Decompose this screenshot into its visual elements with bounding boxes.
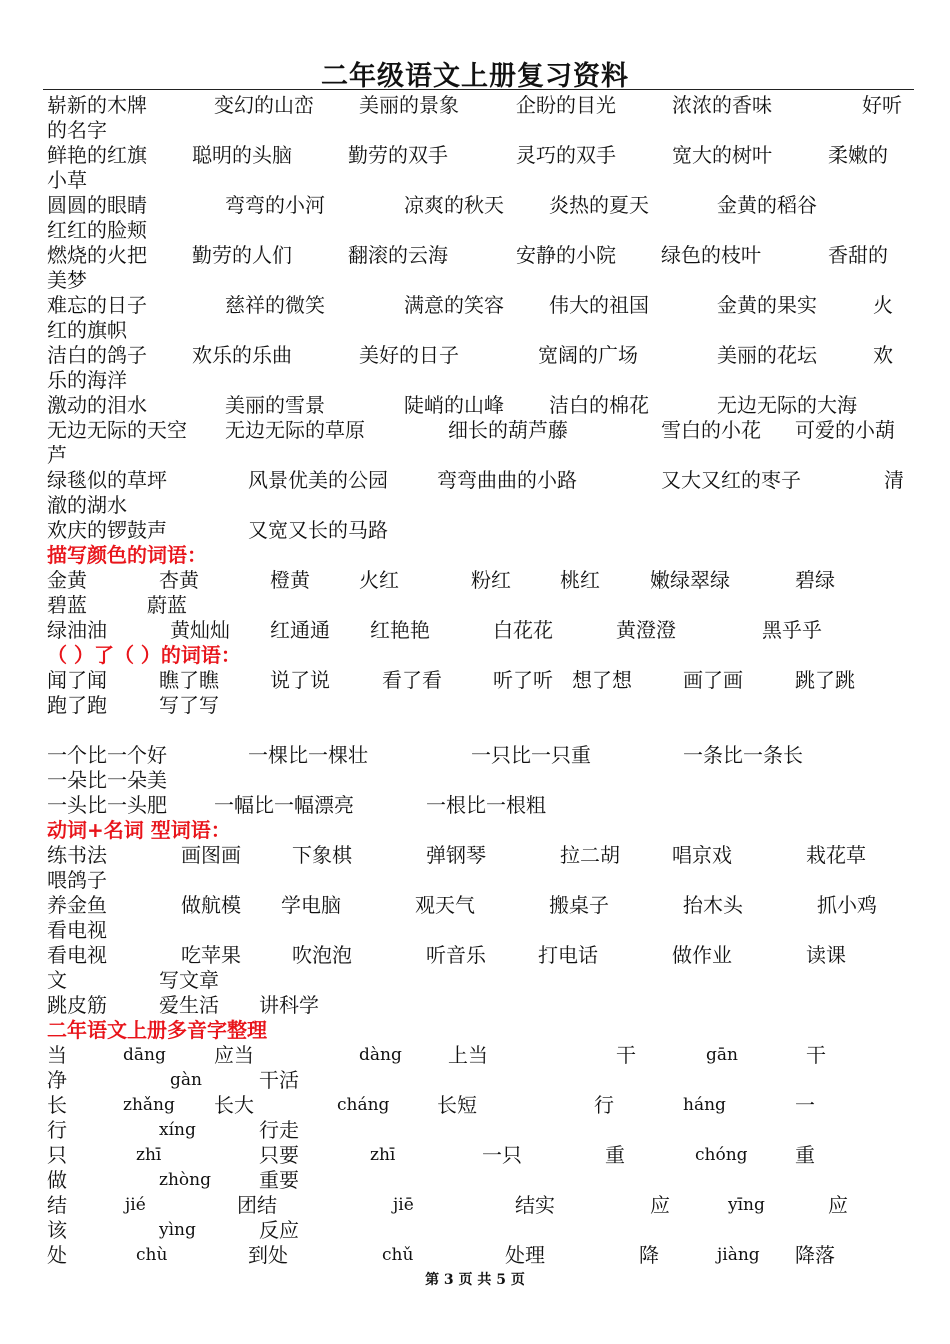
phrase: 伟大的祖国 bbox=[549, 293, 649, 317]
phrase: 无边无际的大海 bbox=[717, 393, 857, 417]
phrase: 写文章 bbox=[159, 968, 219, 992]
phrase: 美梦 bbox=[47, 268, 87, 292]
phrase: 绿油油 bbox=[47, 618, 107, 642]
character: 当 bbox=[47, 1043, 67, 1067]
phrase: 小草 bbox=[47, 168, 87, 192]
phrase: 又大又红的枣子 bbox=[661, 468, 801, 492]
phrase: 金黄 bbox=[47, 568, 87, 592]
phrase: 企盼的目光 bbox=[516, 93, 616, 117]
phrase: 柔嫩的 bbox=[828, 143, 888, 167]
phrase: 下象棋 bbox=[292, 843, 352, 867]
phrase: 细长的葫芦藤 bbox=[448, 418, 568, 442]
character: 只 bbox=[47, 1143, 67, 1167]
phrase: 又宽又长的马路 bbox=[248, 518, 388, 542]
character: 行 bbox=[594, 1093, 614, 1117]
phrase: 画图画 bbox=[181, 843, 241, 867]
phrase: 雪白的小花 bbox=[661, 418, 761, 442]
word: 一 bbox=[795, 1093, 815, 1117]
phrase: 弹钢琴 bbox=[426, 843, 486, 867]
phrase: 乐的海洋 bbox=[47, 368, 127, 392]
phrase: 写了写 bbox=[159, 693, 219, 717]
phrase-row bbox=[47, 993, 917, 1018]
phrase: 蔚蓝 bbox=[147, 593, 187, 617]
phrase: 香甜的 bbox=[828, 243, 888, 267]
phrase: 风景优美的公园 bbox=[248, 468, 388, 492]
pinyin: chù bbox=[136, 1245, 168, 1265]
phrase-row bbox=[47, 743, 917, 793]
phrase: 金黄的果实 bbox=[717, 293, 817, 317]
pinyin: zhǎng bbox=[123, 1095, 175, 1115]
word: 该 bbox=[47, 1218, 67, 1242]
phrase: 无边无际的草原 bbox=[225, 418, 365, 442]
pinyin: háng bbox=[683, 1095, 726, 1115]
phrase: 练书法 bbox=[47, 843, 107, 867]
pinyin: chǔ bbox=[382, 1245, 414, 1265]
phrase: 满意的笑容 bbox=[404, 293, 504, 317]
phrase: 洁白的鸽子 bbox=[47, 343, 147, 367]
phrase: 宽大的树叶 bbox=[672, 143, 772, 167]
character: 应 bbox=[650, 1193, 670, 1217]
phrase: 黄灿灿 bbox=[170, 618, 230, 642]
word: 处理 bbox=[505, 1243, 545, 1267]
phrase: 勤劳的双手 bbox=[348, 143, 448, 167]
phrase: 一头比一头肥 bbox=[47, 793, 167, 817]
word: 团结 bbox=[237, 1193, 277, 1217]
word: 净 bbox=[47, 1068, 67, 1092]
phrase: 看了看 bbox=[382, 668, 442, 692]
pinyin: zhī bbox=[136, 1145, 162, 1165]
phrase: 跳皮筋 bbox=[47, 993, 107, 1017]
phrase: 陡峭的山峰 bbox=[404, 393, 504, 417]
phrase-row bbox=[47, 193, 917, 243]
phrase: 瞧了瞧 bbox=[159, 668, 219, 692]
phrase: 想了想 bbox=[572, 668, 632, 692]
pinyin: gān bbox=[706, 1045, 738, 1065]
phrase: 听音乐 bbox=[426, 943, 486, 967]
word: 应 bbox=[828, 1193, 848, 1217]
phrase: 学电脑 bbox=[281, 893, 341, 917]
polyphone-row bbox=[47, 1143, 917, 1193]
word: 上当 bbox=[448, 1043, 488, 1067]
character: 重 bbox=[605, 1143, 625, 1167]
phrase: 燃烧的火把 bbox=[47, 243, 147, 267]
blank-line bbox=[47, 718, 917, 743]
word: 一只 bbox=[482, 1143, 522, 1167]
word: 干活 bbox=[259, 1068, 299, 1092]
phrase: 桃红 bbox=[560, 568, 600, 592]
phrase: 碧绿 bbox=[795, 568, 835, 592]
phrase: 一棵比一棵壮 bbox=[248, 743, 368, 767]
word: 长短 bbox=[437, 1093, 477, 1117]
phrase: 的名字 bbox=[47, 118, 107, 142]
phrase: 澈的湖水 bbox=[47, 493, 127, 517]
phrase: 读课 bbox=[806, 943, 846, 967]
phrase: 说了说 bbox=[270, 668, 330, 692]
phrase: 勤劳的人们 bbox=[192, 243, 292, 267]
phrase: 听了听 bbox=[493, 668, 553, 692]
phrase: 聪明的头脑 bbox=[192, 143, 292, 167]
phrase: 唱京戏 bbox=[672, 843, 732, 867]
phrase: 炎热的夏天 bbox=[549, 193, 649, 217]
page-number-footer: 第 3 页 共 5 页 bbox=[425, 1272, 525, 1288]
document-body bbox=[47, 93, 917, 1268]
phrase: 变幻的山峦 bbox=[214, 93, 314, 117]
phrase: 讲科学 bbox=[259, 993, 319, 1017]
phrase: 黑乎乎 bbox=[762, 618, 822, 642]
phrase: 做航模 bbox=[181, 893, 241, 917]
phrase: 闻了闻 bbox=[47, 668, 107, 692]
phrase: 看电视 bbox=[47, 943, 107, 967]
section-heading-le: （ ）了（ ）的词语： bbox=[47, 643, 241, 667]
word: 应当 bbox=[214, 1043, 254, 1067]
phrase: 一根比一根粗 bbox=[426, 793, 546, 817]
phrase: 白花花 bbox=[493, 618, 553, 642]
phrase: 看电视 bbox=[47, 918, 107, 942]
phrase: 美丽的花坛 bbox=[717, 343, 817, 367]
phrase: 清 bbox=[884, 468, 904, 492]
phrase: 喂鸽子 bbox=[47, 868, 107, 892]
phrase-row bbox=[47, 143, 917, 193]
phrase-row bbox=[47, 618, 917, 643]
phrase: 鲜艳的红旗 bbox=[47, 143, 147, 167]
phrase: 弯弯曲曲的小路 bbox=[437, 468, 577, 492]
phrase: 美丽的景象 bbox=[359, 93, 459, 117]
phrase: 观天气 bbox=[415, 893, 475, 917]
pinyin: yìng bbox=[159, 1220, 196, 1240]
word: 长大 bbox=[214, 1093, 254, 1117]
word: 降落 bbox=[795, 1243, 835, 1267]
polyphone-row bbox=[47, 1043, 917, 1093]
phrase: 安静的小院 bbox=[516, 243, 616, 267]
phrase: 圆圆的眼睛 bbox=[47, 193, 147, 217]
phrase-row bbox=[47, 668, 917, 718]
pinyin: zhòng bbox=[159, 1170, 211, 1190]
phrase-row bbox=[47, 518, 917, 543]
phrase: 火 bbox=[873, 293, 893, 317]
phrase: 一朵比一朵美 bbox=[47, 768, 167, 792]
page-title: 二年级语文上册复习资料 bbox=[321, 61, 629, 92]
phrase-row bbox=[47, 568, 917, 618]
word: 行走 bbox=[259, 1118, 299, 1142]
phrase: 搬桌子 bbox=[549, 893, 609, 917]
word: 只要 bbox=[259, 1143, 299, 1167]
phrase: 金黄的稻谷 bbox=[717, 193, 817, 217]
phrase-row bbox=[47, 293, 917, 343]
phrase: 做作业 bbox=[672, 943, 732, 967]
phrase: 吹泡泡 bbox=[292, 943, 352, 967]
pinyin: zhī bbox=[370, 1145, 396, 1165]
word: 重要 bbox=[259, 1168, 299, 1192]
word: 重 bbox=[795, 1143, 815, 1167]
character: 处 bbox=[47, 1243, 67, 1267]
phrase-row bbox=[47, 893, 917, 943]
pinyin: gàn bbox=[170, 1070, 202, 1090]
phrase: 灵巧的双手 bbox=[516, 143, 616, 167]
phrase: 一只比一只重 bbox=[471, 743, 591, 767]
phrase: 欢庆的锣鼓声 bbox=[47, 518, 167, 542]
phrase: 红艳艳 bbox=[370, 618, 430, 642]
phrase-row bbox=[47, 418, 917, 468]
section-heading-verb-noun: 动词+名词 型词语： bbox=[47, 818, 231, 842]
phrase: 画了画 bbox=[683, 668, 743, 692]
phrase-row bbox=[47, 843, 917, 893]
word: 结实 bbox=[515, 1193, 555, 1217]
phrase: 浓浓的香味 bbox=[672, 93, 772, 117]
phrase: 粉红 bbox=[471, 568, 511, 592]
phrase: 崭新的木牌 bbox=[47, 93, 147, 117]
phrase: 跑了跑 bbox=[47, 693, 107, 717]
phrase: 橙黄 bbox=[270, 568, 310, 592]
phrase: 爱生活 bbox=[159, 993, 219, 1017]
phrase: 拉二胡 bbox=[560, 843, 620, 867]
phrase: 红红的脸颊 bbox=[47, 218, 147, 242]
phrase: 翻滚的云海 bbox=[348, 243, 448, 267]
phrase: 可爱的小葫 bbox=[795, 418, 895, 442]
section-heading-polyphonic: 二年语文上册多音字整理 bbox=[47, 1018, 267, 1042]
phrase: 好听 bbox=[862, 93, 902, 117]
phrase: 一个比一个好 bbox=[47, 743, 167, 767]
phrase: 跳了跳 bbox=[795, 668, 855, 692]
section-heading-colors: 描写颜色的词语： bbox=[47, 543, 207, 567]
phrase: 宽阔的广场 bbox=[538, 343, 638, 367]
pinyin: cháng bbox=[337, 1095, 390, 1115]
pinyin: jiē bbox=[393, 1195, 414, 1215]
word: 反应 bbox=[259, 1218, 299, 1242]
word: 做 bbox=[47, 1168, 67, 1192]
phrase-row bbox=[47, 793, 917, 818]
phrase-row bbox=[47, 943, 917, 993]
phrase: 抓小鸡 bbox=[817, 893, 877, 917]
character: 降 bbox=[639, 1243, 659, 1267]
title-underline bbox=[43, 89, 914, 90]
phrase: 无边无际的天空 bbox=[47, 418, 187, 442]
phrase: 红通通 bbox=[270, 618, 330, 642]
phrase: 黄澄澄 bbox=[616, 618, 676, 642]
phrase-row bbox=[47, 93, 917, 143]
phrase: 抬木头 bbox=[683, 893, 743, 917]
character: 干 bbox=[616, 1043, 636, 1067]
character: 长 bbox=[47, 1093, 67, 1117]
phrase: 文 bbox=[47, 968, 67, 992]
polyphone-row bbox=[47, 1193, 917, 1243]
phrase: 凉爽的秋天 bbox=[404, 193, 504, 217]
phrase: 绿色的枝叶 bbox=[661, 243, 761, 267]
phrase-row bbox=[47, 393, 917, 418]
pinyin: dāng bbox=[123, 1045, 166, 1065]
phrase: 美丽的雪景 bbox=[225, 393, 325, 417]
phrase: 碧蓝 bbox=[47, 593, 87, 617]
phrase: 火红 bbox=[359, 568, 399, 592]
pinyin: dàng bbox=[359, 1045, 402, 1065]
pinyin: jiàng bbox=[717, 1245, 760, 1265]
phrase: 慈祥的微笑 bbox=[225, 293, 325, 317]
pinyin: yīng bbox=[728, 1195, 765, 1215]
phrase: 吃苹果 bbox=[181, 943, 241, 967]
word: 到处 bbox=[248, 1243, 288, 1267]
phrase: 养金鱼 bbox=[47, 893, 107, 917]
phrase: 美好的日子 bbox=[359, 343, 459, 367]
word: 干 bbox=[806, 1043, 826, 1067]
polyphone-row bbox=[47, 1243, 917, 1268]
phrase: 杏黄 bbox=[159, 568, 199, 592]
phrase: 栽花草 bbox=[806, 843, 866, 867]
phrase: 芦 bbox=[47, 443, 67, 467]
character: 结 bbox=[47, 1193, 67, 1217]
phrase: 嫩绿翠绿 bbox=[650, 568, 730, 592]
pinyin: xíng bbox=[159, 1120, 196, 1140]
phrase: 弯弯的小河 bbox=[225, 193, 325, 217]
phrase: 洁白的棉花 bbox=[549, 393, 649, 417]
phrase: 难忘的日子 bbox=[47, 293, 147, 317]
phrase-row bbox=[47, 243, 917, 293]
pinyin: chóng bbox=[695, 1145, 748, 1165]
polyphone-row bbox=[47, 1093, 917, 1143]
phrase: 打电话 bbox=[538, 943, 598, 967]
phrase: 欢乐的乐曲 bbox=[192, 343, 292, 367]
phrase: 欢 bbox=[873, 343, 893, 367]
phrase: 激动的泪水 bbox=[47, 393, 147, 417]
pinyin: jié bbox=[125, 1195, 146, 1215]
character: 行 bbox=[47, 1118, 67, 1142]
phrase: 一幅比一幅漂亮 bbox=[214, 793, 354, 817]
phrase: 一条比一条长 bbox=[683, 743, 803, 767]
phrase: 红的旗帜 bbox=[47, 318, 127, 342]
phrase-row bbox=[47, 468, 917, 518]
phrase: 绿毯似的草坪 bbox=[47, 468, 167, 492]
phrase-row bbox=[47, 343, 917, 393]
